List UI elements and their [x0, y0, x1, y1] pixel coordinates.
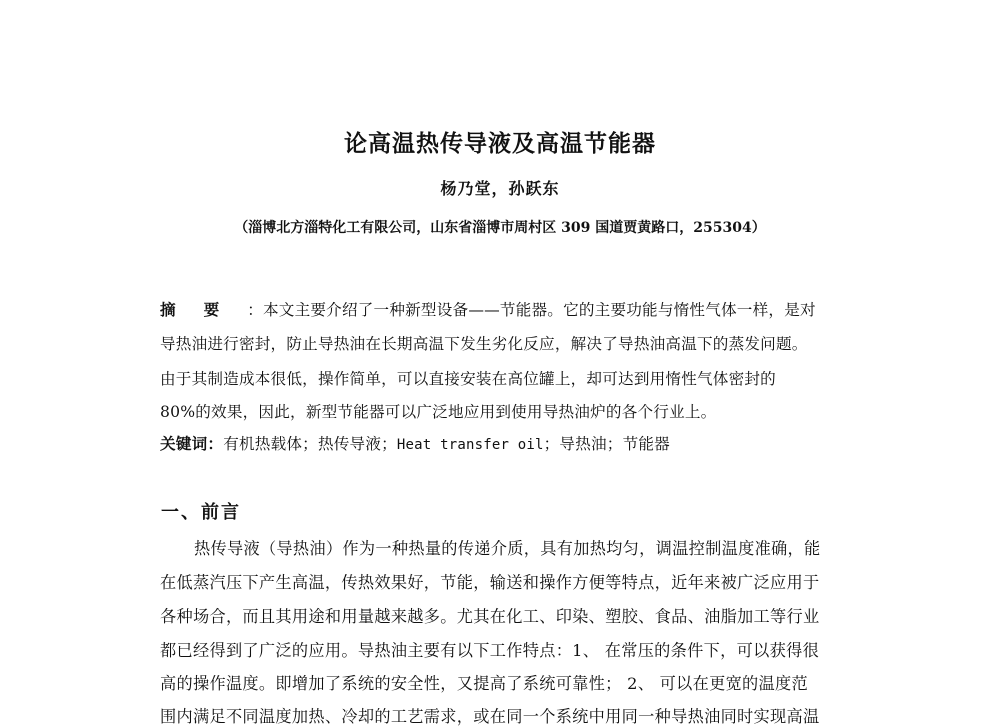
body-paragraph-line: 各种场合，而且其用途和用量越来越多。尤其在化工、印染、塑胶、食品、油脂加工等行业	[160, 607, 820, 626]
paper-title: 论高温热传导液及高温节能器	[344, 130, 656, 157]
keywords-part1: 有机热载体；热传导液；	[223, 435, 397, 453]
body-paragraph-line: 热传导液（导热油）作为一种热量的传递介质，具有加热均匀，调温控制温度准确，能	[194, 539, 821, 558]
abstract-line: 导热油进行密封，防止导热油在长期高温下发生劣化反应，解决了导热油高温下的蒸发问题。	[160, 335, 808, 353]
abstract-line	[160, 298, 860, 320]
paper-affiliation: （淄博北方淄特化工有限公司，山东省淄博市周村区 309 国道贾黄路口，255304）	[234, 220, 766, 236]
abstract-line: 80%的效果，因此，新型节能器可以广泛地应用到使用导热油炉的各个行业上。	[160, 403, 717, 421]
abstract-label: 摘要	[160, 300, 248, 319]
body-paragraph-line: 围内满足不同温度加热、冷却的工艺需求，或在同一个系统中用同一种导热油同时实现高温	[160, 707, 820, 726]
abstract-text: ：本文主要介绍了一种新型设备——节能器。它的主要功能与惰性气体一样，是对	[247, 301, 816, 319]
keywords-part2: ；导热油；节能器	[543, 435, 670, 453]
keywords-line	[160, 432, 860, 454]
keywords-label: 关键词：	[160, 434, 224, 453]
body-paragraph-line: 都已经得到了广泛的应用。导热油主要有以下工作特点：1、 在常压的条件下，可以获得很	[160, 641, 820, 660]
paper-authors: 杨乃堂，孙跃东	[440, 179, 560, 198]
body-paragraph-line: 在低蒸汽压下产生高温，传热效果好，节能，输送和操作方便等特点，近年来被广泛应用于	[160, 573, 820, 592]
body-paragraph-line: 高的操作温度。即增加了系统的安全性，又提高了系统可靠性； 2、 可以在更宽的温度范	[160, 674, 809, 693]
keywords-english: Heat transfer oil	[396, 437, 544, 453]
abstract-line: 由于其制造成本很低，操作简单，可以直接安装在高位罐上，却可达到用惰性气体密封的	[160, 370, 776, 388]
section-heading-introduction: 一、前言	[161, 502, 241, 523]
